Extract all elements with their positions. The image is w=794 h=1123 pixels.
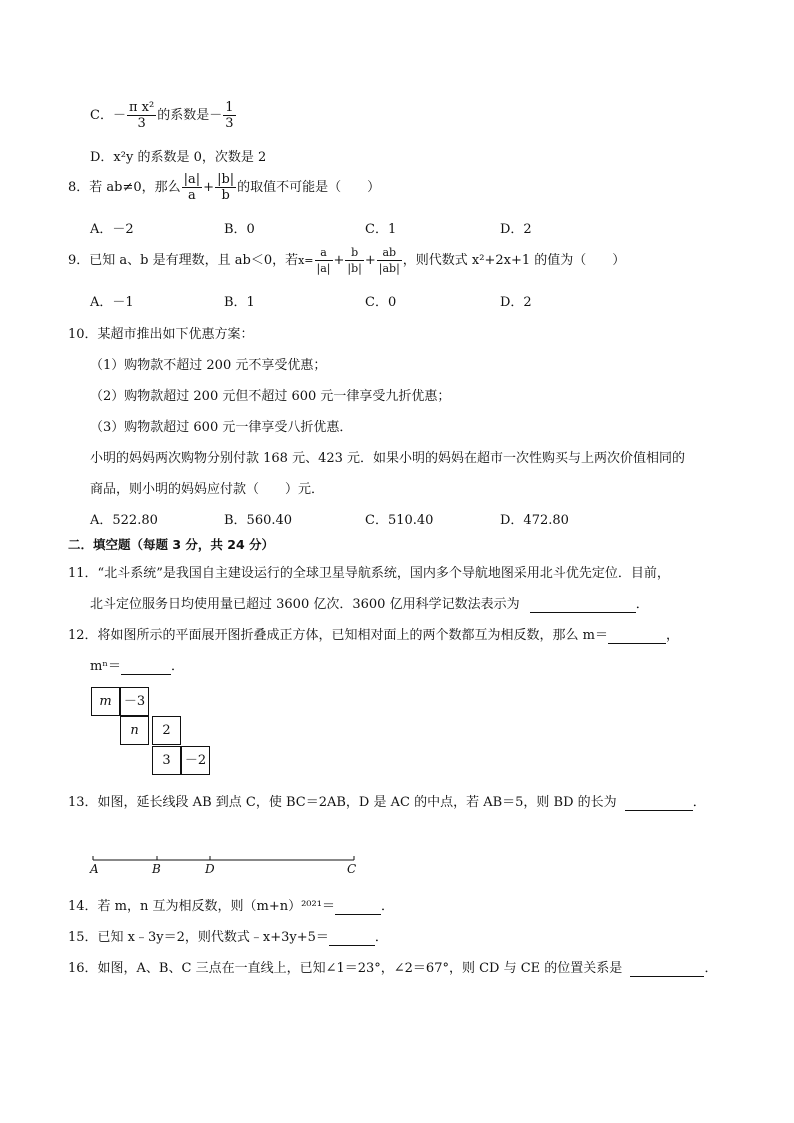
net-cell-n: n [120, 716, 149, 745]
q10-rule-2: （2）购物款超过 200 元但不超过 600 元一律享受九折优惠； [90, 389, 451, 404]
q8-plus: + [203, 180, 215, 195]
q9-option-b: B．1 [224, 295, 255, 310]
q9-frac1-num: a [315, 245, 333, 261]
q10-rule-1: （1）购物款不超过 200 元不享受优惠； [90, 358, 327, 373]
q10-stem: 10．某超市推出如下优惠方案： [68, 327, 254, 342]
net-cell-neg3: －3 [120, 687, 149, 716]
q9-stem-a: 9．已知 a、b 是有理数，且 ab＜0，若 [68, 253, 299, 268]
q7-frac-den: 3 [137, 116, 146, 131]
q9-frac2 [345, 245, 363, 276]
q11-line-2-text: 北斗定位服务日均使用量已超过 3600 亿次．3600 亿用科学记数法表示为 [90, 597, 520, 612]
q14-text: 14．若 m，n 互为相反数，则（m+n）²⁰²¹＝ [68, 899, 335, 914]
q9-x-eq: x= [298, 254, 314, 267]
q13-text: 13．如图，延长线段 AB 到点 C，使 BC＝2AB，D 是 AC 的中点，若 AB＝5，则 BD 的长为 [68, 795, 617, 810]
q16-stem [68, 957, 717, 977]
q8-frac2-den: b [221, 188, 230, 203]
q13-stem [68, 791, 706, 811]
q10-line-2: 商品，则小明的妈妈应付款（ ）元． [90, 482, 325, 497]
q11-end: ． [635, 597, 649, 612]
q9-plus-2: + [364, 253, 376, 268]
q14-stem [68, 895, 394, 915]
net-cell-2: 2 [152, 716, 181, 745]
q12-line-2 [90, 655, 184, 675]
q12-mn-blank[interactable] [121, 659, 171, 675]
q9-plus-1: + [333, 253, 345, 268]
net-cell-m: m [91, 687, 120, 716]
q8-option-d: D．2 [500, 222, 532, 237]
q8-option-b: B．0 [224, 222, 255, 237]
q7-fraction-monomial [127, 100, 156, 131]
q10-option-b: B．560.40 [224, 513, 293, 528]
q10-line-1: 小明的妈妈两次购物分别付款 168 元、423 元．如果小明的妈妈在超市一次性购买与上两次价值相同的 [90, 451, 686, 466]
q7-option-c-text: 的系数是－ [157, 108, 223, 123]
q9-frac3-den: |ab| [378, 262, 400, 275]
q15-answer-blank[interactable] [329, 930, 375, 946]
q8-option-c: C．1 [365, 222, 397, 237]
q12-line-1 [68, 624, 679, 644]
label-c: C [347, 862, 357, 876]
q11-line-1: 11．“北斗系统”是我国自主建设运行的全球卫星导航系统，国内多个导航地图采用北斗优先定位．目前， [68, 566, 670, 581]
q12-line-1-text: 12．将如图所示的平面展开图折叠成正方体，已知相对面上的两个数都互为相反数，那么 m＝ [68, 628, 609, 643]
q14-end: ． [380, 899, 394, 914]
q13-answer-blank[interactable] [625, 795, 693, 811]
q8-frac1-num: |a| [183, 172, 201, 187]
q10-option-a: A．522.80 [90, 513, 158, 528]
q10-option-c: C．510.40 [365, 513, 434, 528]
q8-stem-b: 的取值不可能是（ ） [237, 180, 381, 195]
label-d: D [205, 862, 215, 876]
q12-end: ． [170, 659, 184, 674]
label-b: B [152, 862, 161, 876]
q15-text: 15．已知 x﹣3y＝2，则代数式﹣x+3y+5＝ [68, 930, 329, 945]
q16-end: ． [704, 961, 718, 976]
q12-m-blank[interactable] [608, 628, 666, 644]
q16-answer-blank[interactable] [630, 961, 704, 977]
q9-option-d: D．2 [500, 295, 532, 310]
q9-frac3-num: ab [377, 245, 402, 261]
q7-minus: － [112, 108, 126, 123]
q7-option-c-label: C． [90, 108, 113, 123]
segment-figure [86, 848, 366, 884]
q8-stem [68, 172, 380, 203]
q7-fraction-coef [223, 100, 235, 131]
q7-option-c [90, 100, 237, 131]
q8-frac2 [215, 172, 236, 203]
q12-comma: ， [666, 628, 680, 643]
q12-line-2-text: mⁿ＝ [90, 659, 121, 674]
net-cell-3: 3 [152, 746, 181, 775]
q15-stem [68, 926, 388, 946]
q8-frac1-den: a [188, 188, 196, 203]
q10-option-d: D．472.80 [500, 513, 569, 528]
net-cell-neg2: －2 [181, 746, 210, 775]
q9-stem-b: ，则代数式 x²+2x+1 的值为（ ） [402, 253, 626, 268]
q13-end: ． [692, 795, 706, 810]
label-a: A [90, 862, 99, 876]
q9-option-a: A．－1 [90, 295, 134, 310]
q11-line-2 [90, 593, 649, 613]
q8-stem-a: 8．若 ab≠0，那么 [68, 180, 181, 195]
q8-option-a: A．－2 [90, 222, 134, 237]
q10-rule-3: （3）购物款超过 600 元一律享受八折优惠． [90, 420, 353, 435]
q8-frac1 [182, 172, 203, 203]
q9-stem [68, 245, 625, 276]
q7-coef-num: 1 [225, 100, 234, 115]
q9-frac1-den: |a| [316, 262, 331, 275]
q8-frac2-num: |b| [217, 172, 235, 187]
q9-option-c: C．0 [365, 295, 397, 310]
q15-end: ． [374, 930, 388, 945]
q9-frac3 [377, 245, 402, 276]
q14-answer-blank[interactable] [335, 899, 381, 915]
q16-text: 16．如图，A、B、C 三点在一直线上，已知∠1＝23°，∠2＝67°，则 CD 与 CE 的位置关系是 [68, 961, 623, 976]
q9-frac2-den: |b| [347, 262, 362, 275]
q7-frac-num: π x² [128, 100, 155, 115]
section-fill-in-title: 二．填空题（每题 3 分，共 24 分） [68, 537, 275, 552]
q9-frac1 [315, 245, 333, 276]
q7-option-d: D．x²y 的系数是 0，次数是 2 [90, 150, 267, 165]
q7-coef-den: 3 [225, 116, 234, 131]
q9-frac2-num: b [345, 245, 363, 261]
q11-answer-blank[interactable] [530, 597, 636, 613]
